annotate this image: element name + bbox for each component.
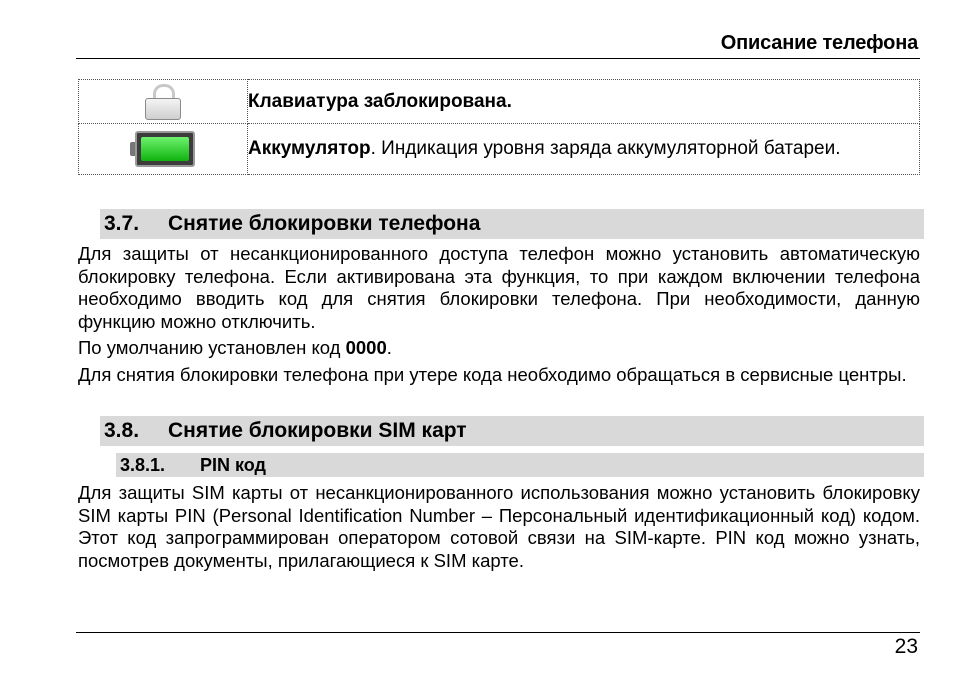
table-row (79, 80, 920, 124)
paragraph-text: По умолчанию установлен код (78, 337, 346, 358)
subsection-heading-3-8-1 (116, 453, 924, 477)
paragraph: Для снятия блокировки телефона при утере кода необходимо обращаться в сервисные центры. (78, 364, 907, 385)
section-number: 3.8. (104, 419, 140, 442)
row-label: Клавиатура заблокирована. (248, 90, 512, 112)
table-row (79, 124, 920, 175)
section-heading-3-8 (100, 416, 924, 446)
footer-rule (76, 632, 920, 633)
paragraph-text: . (386, 337, 392, 358)
header-rule (76, 58, 920, 59)
status-icon-table (78, 79, 920, 175)
description-cell (248, 124, 920, 175)
paragraph (78, 337, 920, 360)
row-label: Аккумулятор (248, 138, 371, 159)
default-code: 0000 (345, 337, 387, 358)
section-heading-3-7 (100, 209, 924, 239)
icon-cell (79, 124, 248, 175)
battery-icon (130, 131, 196, 167)
page-header-title: Описание телефона (720, 32, 918, 54)
section-title: Снятие блокировки телефона (168, 212, 481, 235)
icon-cell (79, 80, 248, 124)
description-cell (248, 80, 920, 124)
section-title: Снятие блокировки SIM карт (168, 419, 467, 442)
paragraph: Для защиты SIM карты от несанкционированного использования можно установить блокировку SIM карты PIN (Personal Identification Number – Персональный идентификационный код) кодом. Этот код запрограммирован оператором сотовой связи на SIM-карте. PIN код можно узнать, посмотрев документы, прилагающиеся к SIM карте. (78, 482, 920, 571)
subsection-number: 3.8.1. (120, 455, 166, 475)
row-text: . Индикация уровня заряда аккумуляторной батареи. (370, 138, 841, 159)
subsection-title: PIN код (200, 455, 266, 475)
section-number: 3.7. (104, 212, 140, 235)
lock-icon (143, 84, 183, 120)
paragraph: Для защиты от несанкционированного доступа телефон можно установить автоматическую блокировку телефона. Если активирована эта функция, то при каждом включении телефона необходимо вводить код для снятия блокировки телефона. При необходимости, данную функцию можно отключить. (78, 243, 920, 332)
page-number: 23 (894, 635, 918, 658)
